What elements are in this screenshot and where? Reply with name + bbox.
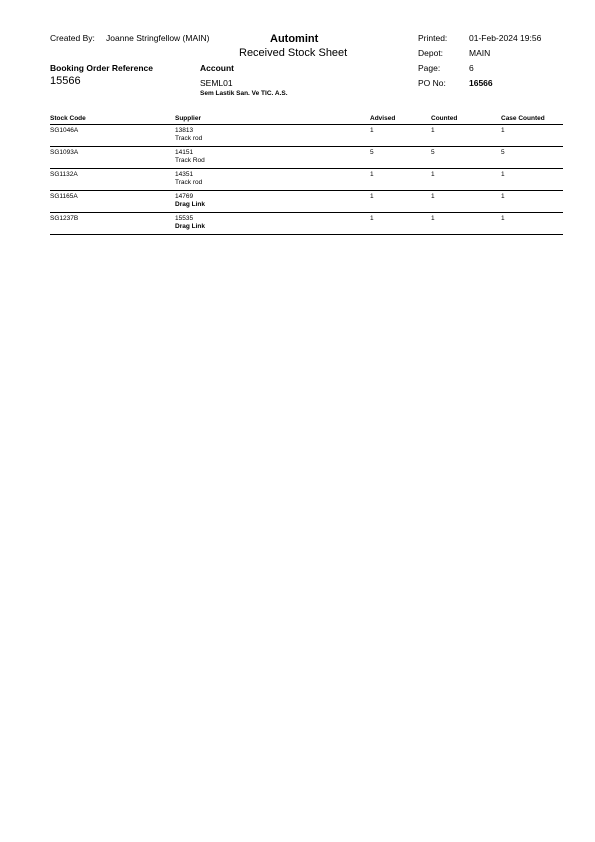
page-value: 6 (469, 63, 474, 73)
case-counted-qty: 5 (501, 149, 505, 156)
advised-qty: 1 (370, 193, 374, 200)
document-title: Received Stock Sheet (239, 47, 348, 59)
account-name: Sem Lastik San. Ve TIC. A.S. (200, 90, 288, 97)
printed-value: 01-Feb-2024 19:56 (469, 33, 542, 43)
item-description: Drag Link (175, 223, 205, 230)
case-counted-qty: 1 (501, 193, 505, 200)
item-description: Track Rod (175, 157, 205, 164)
stock-code: SG1132A (50, 171, 78, 178)
table-row (50, 147, 563, 169)
supplier-code: 14151 (175, 149, 194, 156)
case-counted-qty: 1 (501, 215, 505, 222)
po-label: PO No: (418, 78, 446, 88)
table-row (50, 191, 563, 213)
supplier-code: 14769 (175, 193, 194, 200)
table-header (50, 115, 563, 125)
item-description: Track rod (175, 179, 203, 186)
stock-code: SG1165A (50, 193, 78, 200)
account-code: SEML01 (200, 78, 233, 88)
advised-qty: 1 (370, 127, 374, 134)
counted-qty: 1 (431, 171, 435, 178)
case-counted-qty: 1 (501, 171, 505, 178)
counted-qty: 1 (431, 127, 435, 134)
table-row (50, 213, 563, 235)
booking-order-value: 15566 (50, 75, 81, 87)
supplier-code: 14351 (175, 171, 194, 178)
advised-qty: 1 (370, 171, 374, 178)
advised-qty: 5 (370, 149, 374, 156)
col-counted: Counted (431, 115, 458, 122)
supplier-code: 15535 (175, 215, 194, 222)
counted-qty: 1 (431, 215, 435, 222)
col-supplier: Supplier (175, 115, 202, 122)
account-label: Account (200, 63, 234, 73)
booking-order-label: Booking Order Reference (50, 63, 153, 73)
case-counted-qty: 1 (501, 127, 505, 134)
stock-code: SG1237B (50, 215, 79, 222)
table-row (50, 125, 563, 147)
item-description: Drag Link (175, 201, 205, 208)
col-advised: Advised (370, 115, 396, 122)
stock-code: SG1093A (50, 149, 79, 156)
created-by-value: Joanne Stringfellow (MAIN) (106, 33, 210, 43)
counted-qty: 1 (431, 193, 435, 200)
stock-code: SG1046A (50, 127, 79, 134)
depot-label: Depot: (418, 48, 444, 58)
table-row (50, 169, 563, 191)
col-case-counted: Case Counted (501, 115, 545, 122)
advised-qty: 1 (370, 215, 374, 222)
col-stock-code: Stock Code (50, 115, 86, 122)
supplier-code: 13813 (175, 127, 194, 134)
depot-value: MAIN (469, 48, 491, 58)
po-value: 16566 (469, 78, 493, 88)
item-description: Track rod (175, 135, 203, 142)
created-by-label: Created By: (50, 33, 95, 43)
printed-label: Printed: (418, 33, 448, 43)
company-name: Automint (270, 33, 319, 45)
counted-qty: 5 (431, 149, 435, 156)
page-label: Page: (418, 63, 441, 73)
